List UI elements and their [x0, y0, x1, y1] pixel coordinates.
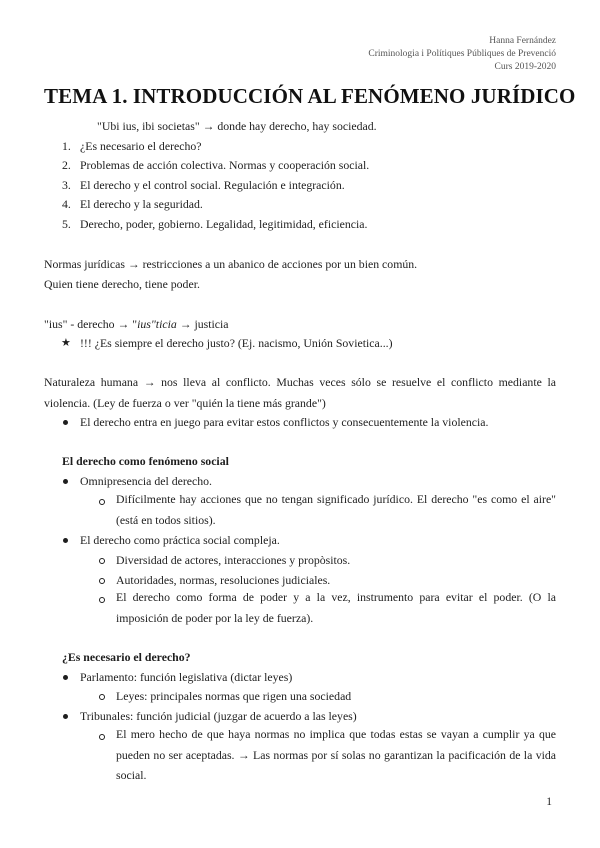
- sub-bullet-icon: [99, 578, 105, 584]
- normas-line-2: Quien tiene derecho, tiene poder.: [44, 277, 200, 291]
- naturaleza-bullet: El derecho entra en juego para evitar estos conflictos y consecuentemente la violencia.: [80, 415, 489, 429]
- bullet-icon: [63, 714, 68, 719]
- outline-num-1: 1.: [62, 139, 71, 153]
- outline-item-1: ¿Es necesario el derecho?: [80, 139, 202, 153]
- header-author: Hanna Fernández: [489, 36, 556, 46]
- section-heading-fenomeno-social: El derecho como fenómeno social: [62, 454, 229, 468]
- section2-bullet-1: Parlamento: función legislativa (dictar leyes): [80, 670, 293, 684]
- outline-item-4: El derecho y la seguridad.: [80, 197, 203, 211]
- section2-sub-2: El mero hecho de que haya normas no implica que todas estas se vayan a cumplir ya que pueden no ser aceptadas. → Las normas por sí solas no garantizan la pacificación de la vida social.: [116, 727, 556, 782]
- sub-bullet-icon: [99, 694, 105, 700]
- section1-sub-2b: Autoridades, normas, resoluciones judiciales.: [116, 573, 331, 587]
- header-course: Criminologia i Polítiques Públiques de Prevenció: [368, 49, 556, 59]
- page-number: 1: [546, 796, 552, 808]
- ius-line: [44, 315, 229, 335]
- star-icon: ★: [61, 337, 71, 349]
- outline-num-5: 5.: [62, 217, 71, 231]
- page-header: [368, 35, 556, 74]
- bullet-icon: [63, 479, 68, 484]
- section1-bullet-2: El derecho como práctica social compleja.: [80, 533, 280, 547]
- outline-item-2: Problemas de acción colectiva. Normas y cooperación social.: [80, 158, 370, 172]
- ius-italic: ius"ticia: [137, 317, 177, 331]
- section1-bullet-1: Omnipresencia del derecho.: [80, 474, 213, 488]
- page-title: TEMA 1. INTRODUCCIÓN AL FENÓMENO JURÍDICO: [44, 84, 576, 108]
- outline-num-3: 3.: [62, 178, 71, 192]
- bullet-icon: [63, 538, 68, 543]
- section1-sub-2c: El derecho como forma de poder y a la vez, instrumento para evitar el poder. (O la imposición de poder por la ley de fuerza).: [116, 590, 556, 625]
- header-year: Curs 2019-2020: [494, 62, 556, 72]
- section2-bullet-2: Tribunales: función judicial (juzgar de acuerdo a las leyes): [80, 709, 357, 723]
- section2-sub-1: Leyes: principales normas que rigen una sociedad: [116, 689, 352, 703]
- outline-num-4: 4.: [62, 197, 71, 211]
- bullet-icon: [63, 675, 68, 680]
- outline-item-3: El derecho y el control social. Regulación e integración.: [80, 178, 345, 192]
- outline-item-5: Derecho, poder, gobierno. Legalidad, legitimidad, eficiencia.: [80, 217, 368, 231]
- sub-bullet-icon: [99, 499, 105, 505]
- normas-line-1: Normas jurídicas → restricciones a un abanico de acciones por un bien común.: [44, 257, 418, 271]
- naturaleza-paragraph: Naturaleza humana → nos lleva al conflicto. Muchas veces sólo se resuelve el conflicto mediante la violencia. (Ley de fuerza o ver "quién la tiene más grande"): [44, 375, 556, 410]
- sub-bullet-icon: [99, 734, 105, 740]
- sub-bullet-icon: [99, 558, 105, 564]
- ius-suffix: → justicia: [176, 317, 229, 331]
- ius-prefix: "ius" - derecho → ": [44, 317, 138, 331]
- section1-sub-2a: Diversidad de actores, interacciones y propòsitos.: [116, 553, 351, 567]
- section-heading-necesario: ¿Es necesario el derecho?: [62, 650, 191, 664]
- sub-bullet-icon: [99, 597, 105, 603]
- section1-sub-1: Difícilmente hay acciones que no tengan significado jurídico. El derecho "es como el aire" (está en todos sitios).: [116, 492, 556, 527]
- star-item: !!! ¿Es siempre el derecho justo? (Ej. nacismo, Unión Sovietica...): [80, 336, 393, 350]
- outline-num-2: 2.: [62, 158, 71, 172]
- bullet-icon: [63, 420, 68, 425]
- intro-quote: "Ubi ius, ibi societas" → donde hay derecho, hay sociedad.: [97, 119, 377, 133]
